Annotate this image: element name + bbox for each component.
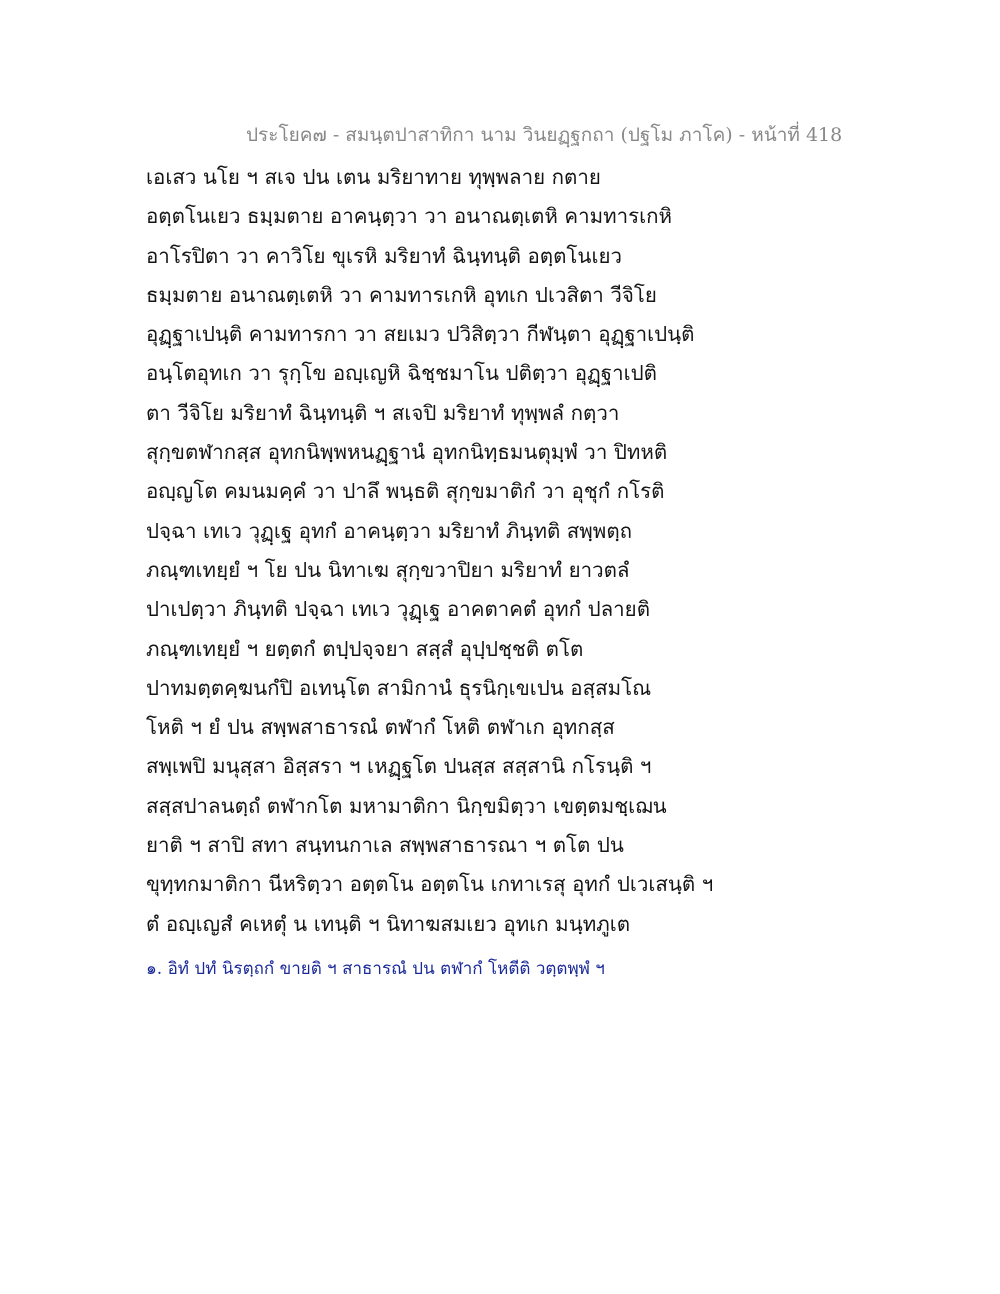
footnote: ๑. อิทํ ปทํ นิรตฺถกํ ขายติ ฯ สาธารณํ ปน ตฬากํ โหตีติ วตฺตพฺพํ ฯ	[146, 959, 605, 979]
text-line: ภณฺฑเทยฺยํ ฯ ยตฺตกํ ตปฺปจฺจยา สสฺสํ อุปฺปชฺชติ ตโต	[146, 636, 584, 661]
text-line: ปาทมตฺตคฺฆนกํปิ อเทนฺโต สามิกานํ ธุรนิกฺเขเปน อสฺสมโณ	[146, 675, 652, 700]
text-line: ตา วีจิโย มริยาทํ ฉินฺทนฺติ ฯ สเจปิ มริยาทํ ทุพฺพลํ กตฺวา	[146, 400, 620, 425]
text-line: อาโรปิตา วา คาวิโย ขุเรหิ มริยาทํ ฉินฺทนฺติ อตฺตโนเยว	[146, 243, 622, 268]
text-line: ภณฺฑเทยฺยํ ฯ โย ปน นิทาเฆ สุกฺขวาปิยา มริยาทํ ยาวตลํ	[146, 557, 630, 582]
text-line: ธมฺมตาย อนาณตฺเตหิ วา คามทารเกหิ อุทเก ปเวสิตา วีจิโย	[146, 282, 657, 307]
text-line: อตฺตโนเยว ธมฺมตาย อาคนฺตฺวา วา อนาณตฺเตหิ คามทารเกหิ	[146, 204, 673, 229]
text-line: ปจฺฉา เทเว วุฏฺเฐ อุทกํ อาคนฺตฺวา มริยาทํ ภินฺทติ สพฺพตฺถ	[146, 518, 633, 543]
text-line: ปาเปตฺวา ภินฺทติ ปจฺฉา เทเว วุฏฺเฐ อาคตาคตํ อุทกํ ปลายติ	[146, 597, 651, 622]
text-line: ตํ อญฺเญสํ คเหตุํ น เทนฺติ ฯ นิทาฆสมเยว อุทเก มนฺทภูเต	[146, 911, 631, 936]
page-header: ประโยค๗ - สมนฺตปาสาทิกา นาม วินยฏฺฐกถา (ปฐโม ภาโค) - หน้าที่ 418	[246, 124, 843, 146]
body-text	[146, 158, 866, 944]
text-line: สสฺสปาลนตฺถํ ตฬากโต มหามาติกา นิกฺขมิตฺวา เขตฺตมชฺเฌน	[146, 793, 667, 818]
text-line: อุฏฺฐาเปนฺติ คามทารกา วา สยเมว ปวิสิตฺวา กีฬนฺตา อุฏฺฐาเปนฺติ	[146, 322, 695, 347]
text-line: โหติ ฯ ยํ ปน สพฺพสาธารณํ ตฬากํ โหติ ตฬาเก อุทกสฺส	[146, 715, 615, 740]
text-line: เอเสว นโย ฯ สเจ ปน เตน มริยาทาย ทุพฺพลาย กตาย	[146, 165, 601, 189]
text-line: สุกฺขตฬากสฺส อุทกนิพฺพหนฏฺฐานํ อุทกนิทฺธมนตุมฺพํ วา ปิทหติ	[146, 440, 668, 465]
text-line: ยาติ ฯ สาปิ สทา สนฺทนกาเล สพฺพสาธารณา ฯ ตโต ปน	[146, 833, 624, 858]
text-line: สพฺเพปิ มนุสฺสา อิสฺสรา ฯ เหฏฺฐโต ปนสฺส สสฺสานิ กโรนฺติ ฯ	[146, 754, 652, 779]
text-line: อนฺโตอุทเก วา รุกฺโข อญฺเญหิ ฉิชฺชมาโน ปติตฺวา อุฏฺฐาเปติ	[146, 361, 657, 386]
text-line: ขุทฺทกมาติกา นีหริตฺวา อตฺตโน อตฺตโน เกทาเรสุ อุทกํ ปเวเสนฺติ ฯ	[146, 872, 714, 897]
text-line: อญฺญโต คมนมคฺคํ วา ปาลึ พนฺธติ สุกฺขมาติกํ วา อุชุกํ กโรติ	[146, 479, 665, 504]
